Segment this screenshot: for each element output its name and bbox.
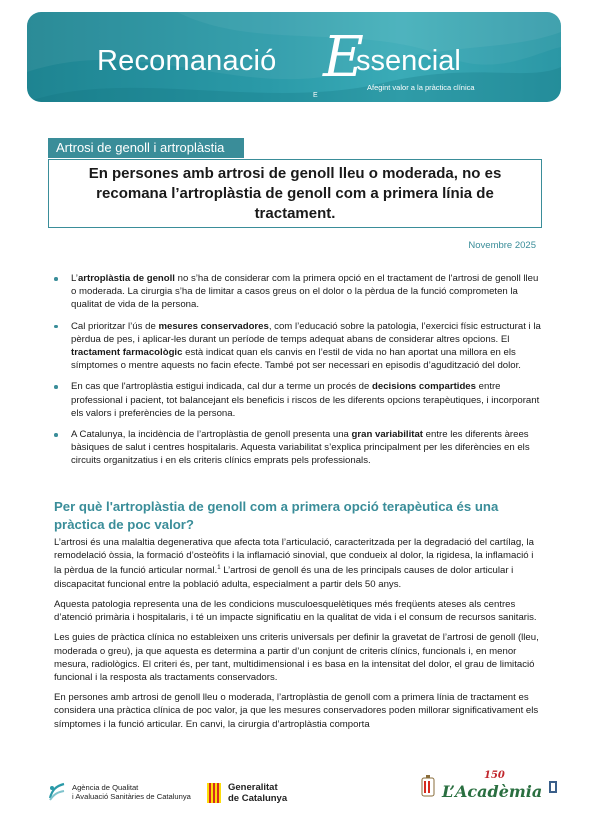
academia-crest-icon — [420, 774, 436, 800]
academia-name: L’Acadèmia — [442, 782, 543, 801]
aquas-icon — [48, 782, 66, 802]
paragraph: Aquesta patologia representa una de les condicions musculoesquelètiques més freqüents ateses als centres d’atenció primària i hospitalaris, i té un impacte significatiu en la qualitat de vida i el consum de recursos sanitaris. — [54, 599, 537, 624]
aquas-name-line2: i Avaluació Sanitàries de Catalunya — [72, 792, 191, 801]
header-banner — [27, 12, 561, 102]
generalitat-logo — [206, 782, 287, 804]
generalitat-line1: Generalitat — [228, 782, 278, 793]
bullet-item: En cas que l'artroplàstia estigui indicada, cal dur a terme un procés de decisions compartides entre professional i pacient, tot balancejant els beneficis i riscos de les diferents opcions terapèutiques, i incorporant els valors i preferències de la persona. — [54, 380, 542, 420]
section-heading: Per què l'artroplàstia de genoll com a primera opció terapèutica és una pràctica de poc valor? — [54, 499, 499, 532]
key-message-box — [48, 159, 542, 228]
academia-150: 150 — [484, 770, 505, 781]
paragraph: L’artrosi és una malaltia degenerativa que afecta tota l’articulació, caracteritzada per la degradació del cartílag, la remodelació òssia, la formació d’osteòfits i la inflamació sinovial, que condueix al dolor, la rigidesa, la inflamació i la pèrdua de la funció articular normal.$^1$ L’artrosi de genoll és una de les principals causes de dolor articular i discapacitat funcional entre la població adulta, especialment a partir dels 50 anys. — [54, 537, 534, 590]
key-message: En persones amb artrosi de genoll lleu o moderada, no es recomana l’artroplàstia de genoll com a primera línia de tractament. — [88, 164, 502, 222]
paragraph: En persones amb artrosi de genoll lleu o moderada, l’artroplàstia de genoll com a primera línia de tractament es considera una pràctica clínica de poc valor, ja que les mesures conservadores poden millorar significativament els símptomes i la funció articular. En canvi, la cirurgia d’artroplàstia comporta — [54, 692, 539, 730]
generalitat-shield-icon — [206, 782, 222, 804]
footnote-ref[interactable]: 1 — [217, 565, 221, 572]
academia-logo — [420, 772, 558, 801]
section-body — [54, 536, 542, 738]
topic-label: Artrosi de genoll i artroplàstia — [48, 138, 244, 158]
banner-subtitle: Afegint valor a la pràctica clínica — [367, 83, 475, 92]
banner-title-part2: ssencial — [356, 45, 461, 77]
generalitat-line2: de Catalunya — [228, 793, 288, 804]
bullet-dot-icon — [54, 277, 58, 281]
bullet-item: Cal prioritzar l’ús de mesures conservadores, com l’educació sobre la patologia, l’exercici físic estructurat i la pèrdua de pes, i aplicar-les durant un període de temps adequat abans de considerar altres opcions. El tractament farmacològic està indicat quan els canvis en l’estil de vida no han aportat una millora en els símptomes o mentre aquests no facin efecte. També pot ser necessari en episodis d’agudització del dolor. — [54, 320, 542, 373]
bullet-dot-icon — [54, 433, 58, 437]
aquas-logo — [48, 782, 191, 802]
bullet-dot-icon — [54, 325, 58, 329]
paragraph: Les guies de pràctica clínica no estableixen uns criteris universals per definir la gravetat de l’artrosi de genoll (lleu, moderada o greu), ja que aquesta es determina a partir d’un conjunt de criteris clínics, funcionals i, en menor mesura, radiològics. El criteri és, per tant, multidimensional i es basa en la intensitat del dolor, el grau de limitació funcional i la resposta als tractaments conservadors. — [54, 632, 539, 684]
footer-logos — [0, 770, 589, 830]
bullet-item: A Catalunya, la incidència de l’artroplàstia de genoll presenta una gran variabilitat entre les diferents àrees bàsiques de salut i centres hospitalaris. Aquesta variabilitat s’explica principalment per les diferències en els circuits organitzatius i en els criteris clínics emprats pels professionals. — [54, 428, 542, 468]
banner-logo-e: E — [323, 25, 364, 90]
academia-badge-icon — [548, 779, 558, 795]
bullet-item: L’artroplàstia de genoll no s’ha de considerar com la primera opció en el tractament de l'artrosi de genoll lleu o moderada. La cirurgia s’ha de limitar a casos greus on el dolor o la pèrdua de la funció comprometen la qualitat de vida de la persona. — [54, 272, 542, 312]
banner-title-part1: Recomanació — [97, 45, 277, 77]
banner-small-e: E — [313, 92, 318, 99]
aquas-name-line1: Agència de Qualitat — [72, 782, 139, 792]
bullet-dot-icon — [54, 385, 58, 389]
publication-date: Novembre 2025 — [468, 240, 536, 251]
summary-bullets — [54, 272, 542, 476]
